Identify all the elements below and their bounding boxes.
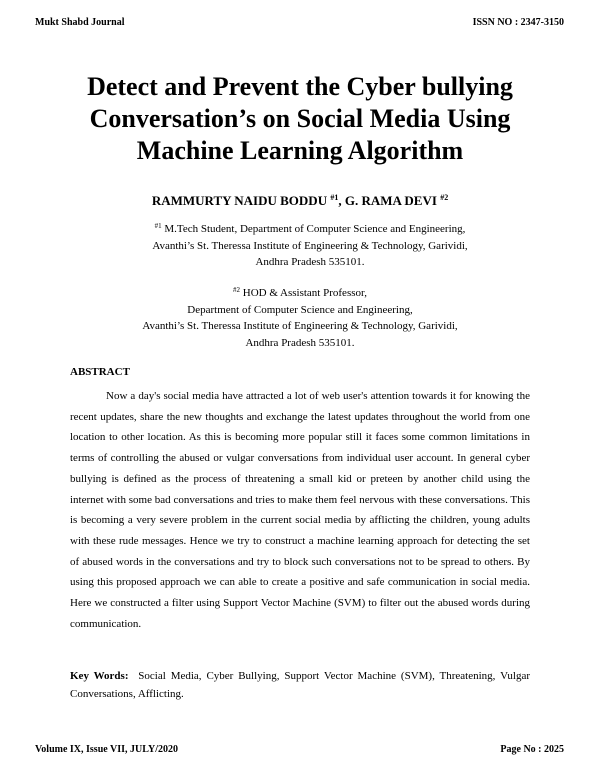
title-line-2: Conversation’s on Social Media Using [89, 104, 511, 133]
affiliation-1-mark: #1 [154, 222, 162, 230]
author-list [0, 193, 600, 209]
affiliation-1-line-3: Andhra Pradesh 535101. [255, 256, 365, 268]
affiliation-2 [0, 285, 600, 351]
title-line-1: Detect and Prevent the Cyber bullying [87, 72, 513, 101]
author-2-name: G. RAMA DEVI [344, 193, 437, 208]
abstract-body [70, 386, 530, 634]
author-2-mark: #2 [440, 193, 449, 202]
keywords-text: Social Media, Cyber Bullying, Support Vector Machine (SVM), Threatening, Vulgar Conversations, Afflicting. [70, 670, 531, 700]
issn-number: ISSN NO : 2347-3150 [472, 17, 564, 28]
page-number: Page No : 2025 [500, 744, 564, 755]
keywords-label: Key Words: [70, 670, 129, 682]
affiliation-2-line-4: Andhra Pradesh 535101. [245, 336, 355, 349]
affiliation-2-line-1: HOD & Assistant Professor, [240, 287, 367, 299]
abstract-text: Now a day's social media have attracted a lot of web user's attention towards it for knowing the recent updates, share the new thoughts and exchange the latest updates throughout the world from one location to other location. As this is becoming more popular still it faces some common limitations in terms of controlling the abused or vulgar conversations from individual user account. In general cyber bullying is defined as the process of threatening a small kid or preteen by another child using the internet with some bad conversations and tries to make them feel nervous with these conversations. This is becoming a very severe problem in the current social media by afflicting the children, young adults with these rude messages. Hence we try to construct a machine learning approach for detecting the set of abused words in the conversations and try to block such conversations not to be spread to others. By using this proposed approach we can able to create a positive and safe communication in social media. Here we constructed a filter using Support Vector Machine (SVM) to filter out the abused words during communication. [70, 390, 530, 630]
author-separator: , [338, 193, 345, 208]
affiliation-1 [10, 221, 600, 271]
journal-name: Mukt Shabd Journal [35, 17, 125, 28]
title-line-3: Machine Learning Algorithm [136, 136, 464, 165]
abstract-heading: ABSTRACT [70, 366, 130, 378]
author-1-name: RAMMURTY NAIDU BODDU [151, 193, 328, 208]
affiliation-2-mark: #2 [233, 286, 240, 294]
volume-issue: Volume IX, Issue VII, JULY/2020 [35, 744, 178, 755]
affiliation-1-line-1: M.Tech Student, Department of Computer Science and Engineering, [161, 223, 466, 235]
paper-title [40, 71, 560, 167]
keywords-paragraph [70, 667, 530, 703]
affiliation-1-line-2: Avanthi’s St. Theressa Institute of Engineering & Technology, Garividi, [152, 239, 468, 252]
affiliation-2-line-2: Department of Computer Science and Engineering, [187, 303, 413, 316]
affiliation-2-line-3: Avanthi’s St. Theressa Institute of Engineering & Technology, Garividi, [142, 320, 458, 332]
author-1-mark: #1 [330, 193, 339, 202]
